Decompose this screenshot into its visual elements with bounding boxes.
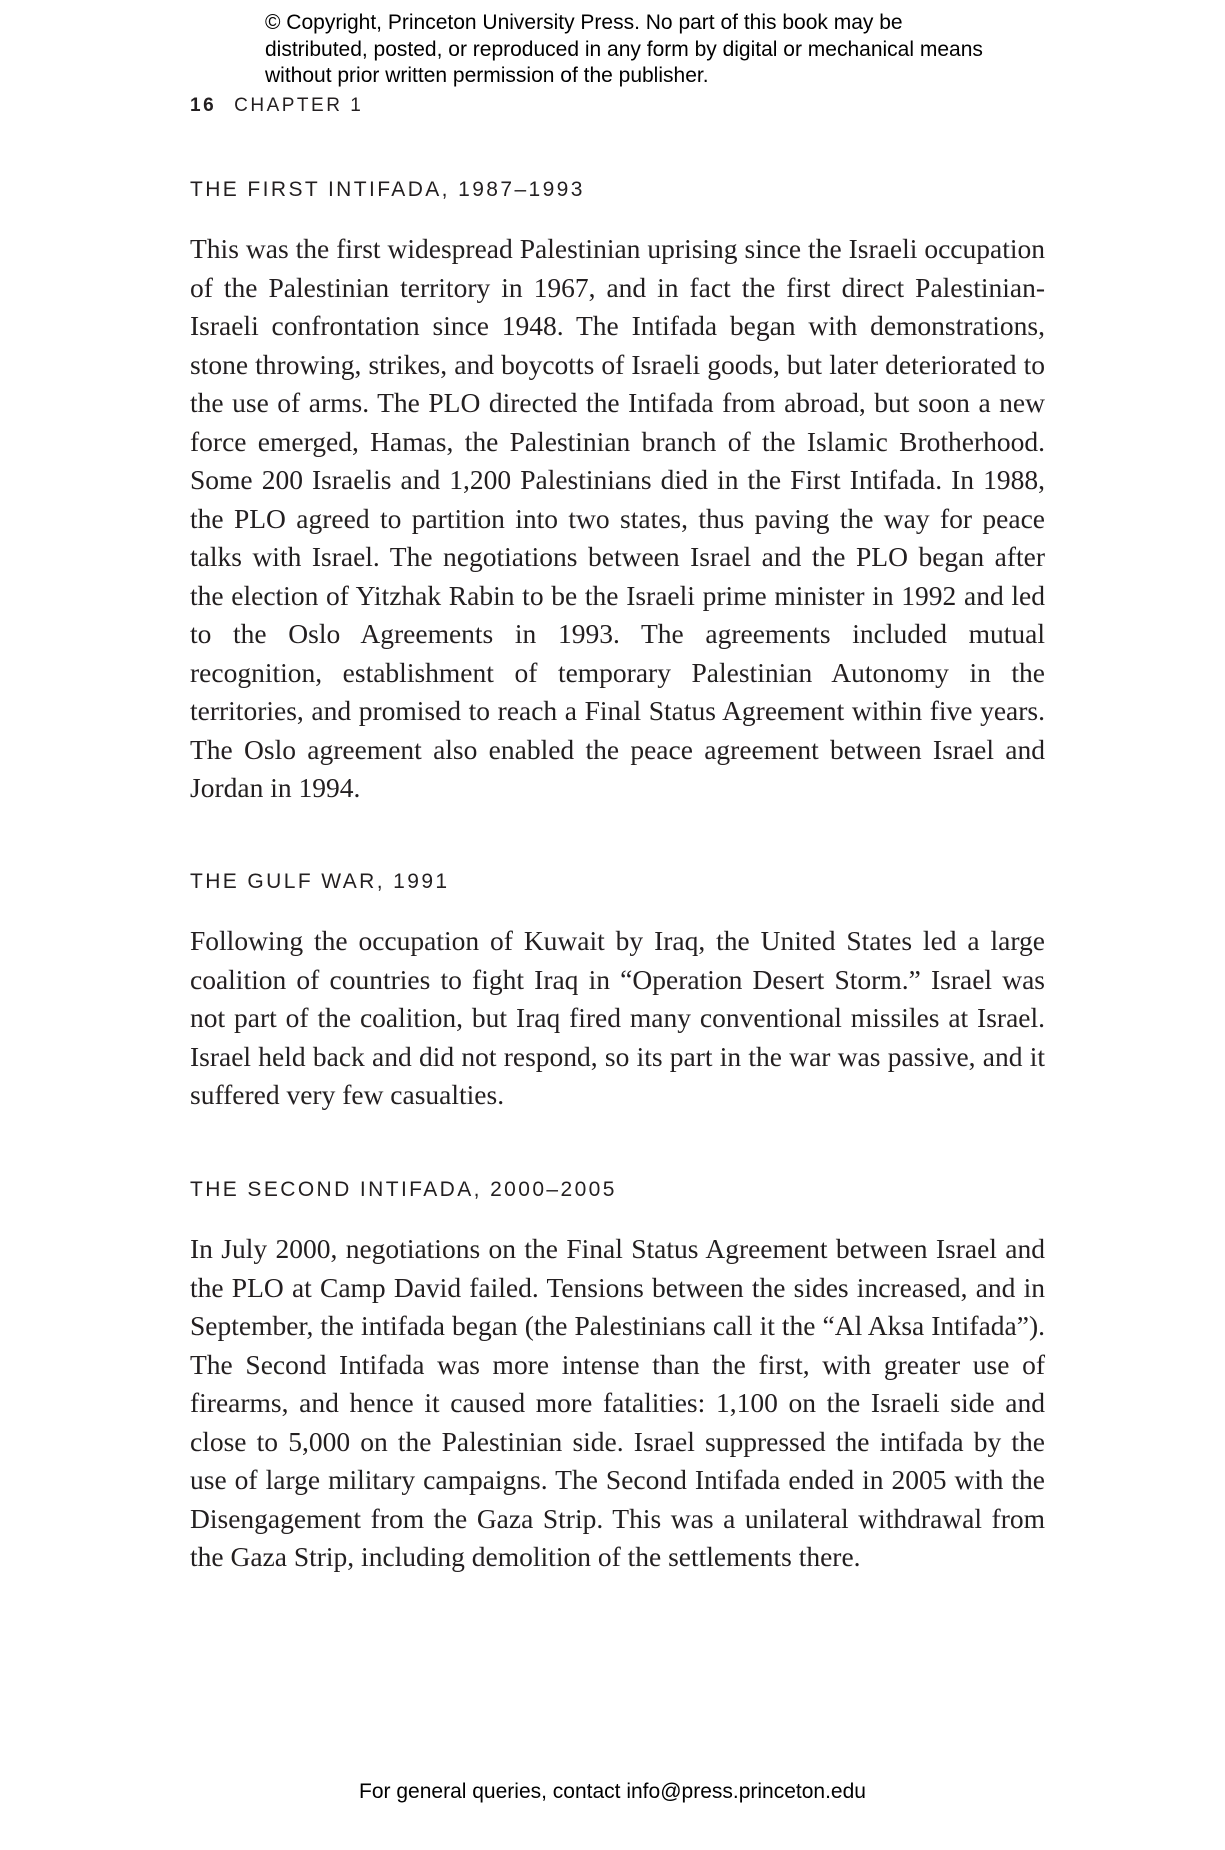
section-gulf-war — [190, 870, 1045, 1115]
page-number: 16 — [190, 95, 217, 116]
footer-contact: For general queries, contact info@press.princeton.edu — [359, 1780, 866, 1803]
section-heading: THE FIRST INTIFADA, 1987–1993 — [190, 178, 585, 201]
running-head — [190, 95, 363, 117]
section-second-intifada — [190, 1178, 1045, 1577]
chapter-label: CHAPTER 1 — [234, 95, 364, 116]
section-body: Following the occupation of Kuwait by Iraq, the United States led a large coalition of countries to fight Iraq in “Operation Desert Storm.” Israel was not part of the coalition, but Iraq fired many conventional missiles at Israel. Israel held back and did not respond, so its part in the war was passive, and it suffered very few casualties. — [190, 925, 1045, 1110]
section-body: In July 2000, negotiations on the Final Status Agreement between Israel and the PLO at Camp David failed. Tensions between the sides increased, and in September, the intifada began (the Palestinians call it the “Al Aksa Intifada”). The Second Intifada was more intense than the first, with greater use of firearms, and hence it caused more fatalities: 1,100 on the Israeli side and close to 5,000 on the Palestinian side. Israel suppressed the intifada by the use of large military campaigns. The Second Intifada ended in 2005 with the Disengagement from the Gaza Strip. This was a unilateral withdrawal from the Gaza Strip, including demolition of the settlements there. — [190, 1233, 1045, 1572]
section-first-intifada — [190, 178, 1045, 808]
copyright-notice: © Copyright, Princeton University Press. No part of this book may be distributed, posted, or reproduced in any form by digital or mechanical means without prior written permission of the publisher. — [265, 11, 983, 87]
section-body: This was the first widespread Palestinian uprising since the Israeli occupation of the Palestinian territory in 1967, and in fact the first direct Palestinian-Israeli confrontation since 1948. The Intifada began with demonstrations, stone throwing, strikes, and boycotts of Israeli goods, but later deteriorated to the use of arms. The PLO directed the Intifada from abroad, but soon a new force emerged, Hamas, the Palestinian branch of the Islamic Brotherhood. Some 200 Israelis and 1,200 Palestinians died in the First Intifada. In 1988, the PLO agreed to partition into two states, thus paving the way for peace talks with Israel. The negotiations between Israel and the PLO began after the election of Yitzhak Rabin to be the Israeli prime minister in 1992 and led to the Oslo Agreements in 1993. The agreements included mutual recognition, establishment of temporary Palestinian Autonomy in the territories, and promised to reach a Final Status Agreement within five years. The Oslo agreement also enabled the peace agreement between Israel and Jordan in 1994. — [190, 233, 1045, 803]
section-heading: THE GULF WAR, 1991 — [190, 870, 450, 893]
section-heading: THE SECOND INTIFADA, 2000–2005 — [190, 1178, 617, 1201]
